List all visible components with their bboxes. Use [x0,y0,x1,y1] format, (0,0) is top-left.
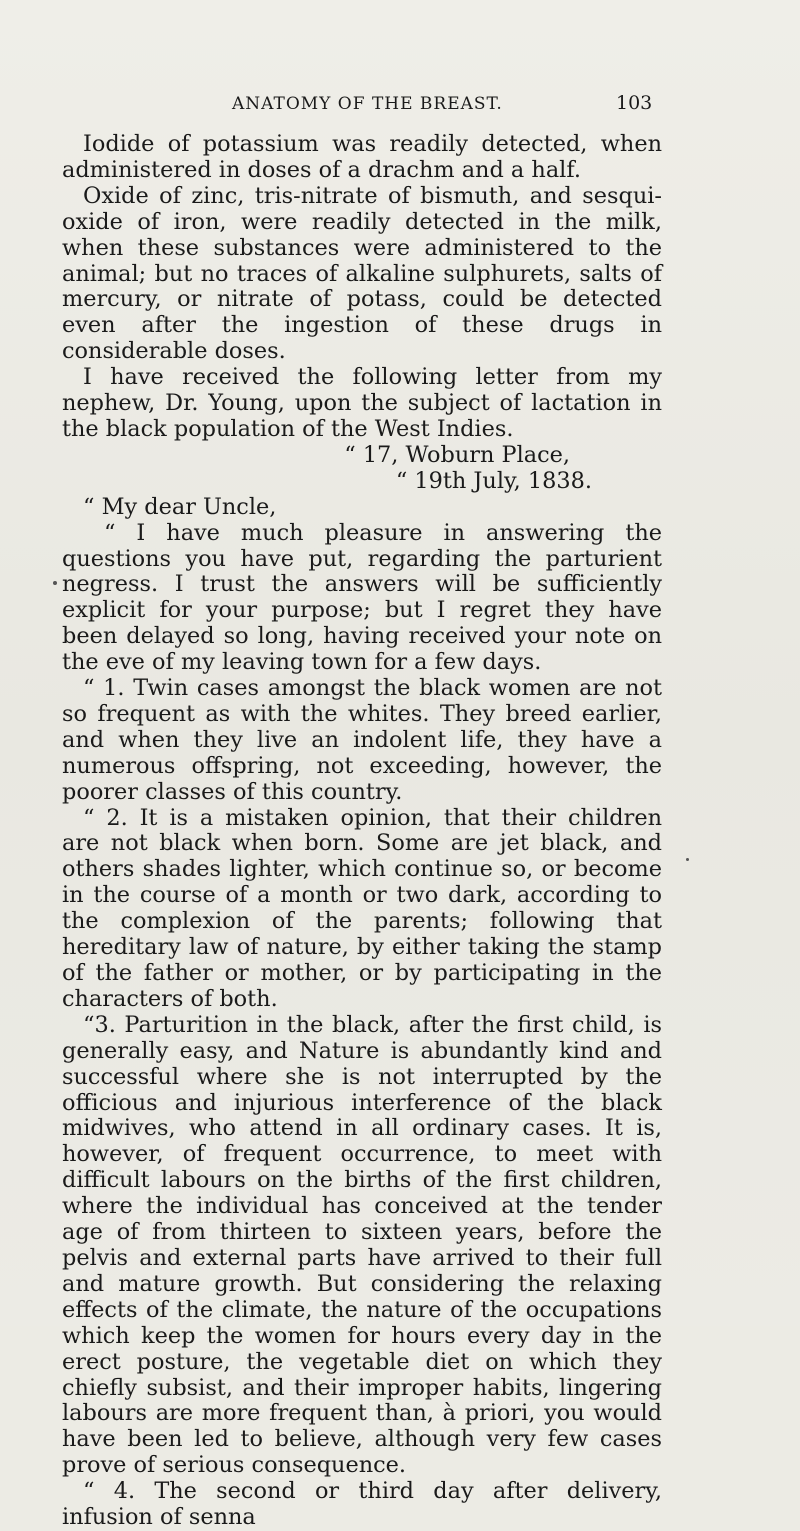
ink-speck [53,581,57,585]
page-header [232,94,652,120]
letter-paragraph-2: “ 2. It is a mistaken opinion, that their children are not black when born. Some are jet black, and others shades lighter, which continue so, or become in the course of a month or two dark, according to the complexion of the parents; following that hereditary law of nature, by either taking the stamp of the father or mother, or by participating in the characters of both. [62,804,662,1012]
letter-paragraph-4: “ 4. The second or third day after delivery, infusion of senna [62,1478,662,1531]
letter-paragraph-1: “ 1. Twin cases amongst the black women are not so frequent as with the whites. They breed earlier, and when they live an indolent life, they have a numerous offspring, not exceeding, however, the poorer classes of this country. [62,675,662,805]
ink-speck [686,858,689,861]
running-title: ANATOMY OF THE BREAST. [232,94,503,114]
paragraph-iodide: Iodide of potassium was readily detected, when administered in doses of a drachm and a half. [62,131,662,183]
body-text [62,132,662,1531]
letter-paragraph-3: “3. Parturition in the black, after the first child, is generally easy, and Nature is abundantly kind and successful where she is not interrupted by the officious and injurious interference of the black midwives, who attend in all ordinary cases. It is, however, of frequent occurrence, to meet with difficult labours on the births of the first children, where the individual has conceived at the tender age of from thirteen to sixteen years, before the pelvis and external parts have arrived to their full and mature growth. But considering the relaxing effects of the climate, the nature of the occupations which keep the women for hours every day in the erect posture, the vegetable diet on which they chiefly subsist, and their improper habits, lingering labours are more frequent than, à priori, you would have been led to believe, although very few cases prove of serious consequence. [62,1011,662,1479]
letter-address: “ 17, Woburn Place, [344,441,570,468]
letter-salutation: “ My dear Uncle, [83,493,277,520]
paragraph-letter-intro: I have received the following letter from my nephew, Dr. Young, upon the subject of lactation in the black population of the West Indies. [62,364,662,442]
paragraph-oxide-of-zinc: Oxide of zinc, tris-nitrate of bismuth, and sesqui-oxide of iron, were readily detected in the milk, when these substances were administered to the animal; but no traces of alkaline sulphurets, salts of mercury, or nitrate of potass, could be detected even after the ingestion of these drugs in considerable doses. [62,182,662,365]
page-number: 103 [616,92,653,114]
letter-date: “ 19th July, 1838. [395,467,592,494]
letter-paragraph-opening: “ I have much pleasure in answering the questions you have put, regarding the parturient negress. I trust the answers will be sufficiently explicit for your purpose; but I regret they have been delayed so long, having received your note on the eve of my leaving town for a few days. [62,519,662,676]
